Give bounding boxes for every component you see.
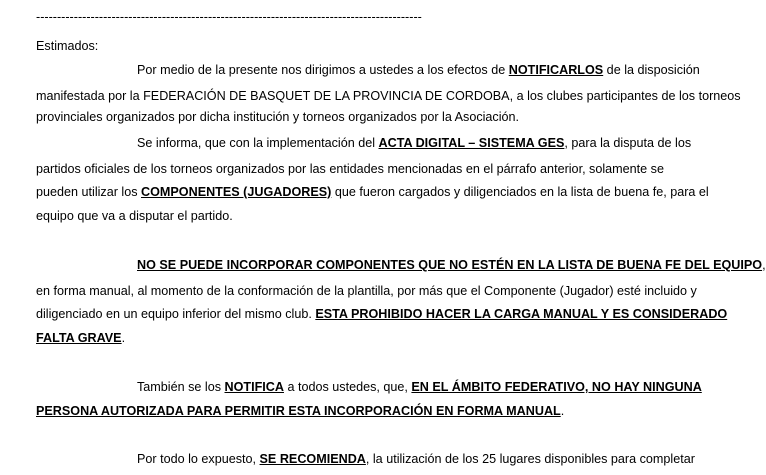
p3-l3-text: diligenciado en un equipo inferior del mismo club. — [36, 307, 316, 321]
p2-line-2: partidos oficiales de los torneos organizados por las entidades mencionadas en el párrafo anterior, solamente se — [36, 162, 664, 176]
p3-line-3 — [36, 305, 727, 323]
p3-line-4 — [36, 329, 125, 347]
separator-line: -------------------------------------------------------------------------------------------- — [36, 10, 422, 24]
p1-notificarlos: NOTIFICARLOS — [508, 63, 604, 77]
p2-line-4: equipo que va a disputar el partido. — [36, 209, 233, 223]
p3-line-1 — [137, 256, 766, 274]
p4-notifica: NOTIFICA — [224, 380, 284, 394]
p4-period: . — [560, 404, 565, 418]
p4-text-mid: a todos ustedes, que, — [283, 380, 412, 394]
p4-line-2 — [36, 402, 564, 420]
p2-l3-text: pueden utilizar los — [36, 185, 142, 199]
p5-line-1 — [137, 450, 695, 468]
p1-line-3: provinciales organizados por dicha institución y torneos organizados por la Asociación. — [36, 110, 520, 124]
p1-line-2: manifestada por la FEDERACIÓN DE BASQUET DE LA PROVINCIA DE CORDOBA, a los clubes participantes de los torneos — [36, 89, 741, 103]
p2-componentes: COMPONENTES (JUGADORES) — [141, 185, 332, 199]
p5-recomienda: SE RECOMIENDA — [259, 452, 366, 466]
p5-text-end: , la utilización de los 25 lugares disponibles para completar — [365, 452, 695, 466]
p2-text-end: , para la disputa de los — [564, 136, 692, 150]
p2-text: Se informa, que con la implementación del — [137, 136, 379, 150]
p1-text: Por medio de la presente nos dirigimos a ustedes a los efectos de — [137, 63, 509, 77]
p3-no-se-puede: NO SE PUEDE INCORPORAR COMPONENTES QUE NO ESTÉN EN LA LISTA DE BUENA FE DEL EQUIPO — [137, 258, 763, 272]
p1-line-1 — [137, 61, 700, 79]
p4-persona: PERSONA AUTORIZADA PARA PERMITIR ESTA INCORPORACIÓN EN FORMA MANUAL — [36, 404, 561, 418]
p2-line-3 — [36, 183, 709, 201]
p3-period: . — [121, 331, 126, 345]
greeting: Estimados: — [36, 39, 99, 53]
p3-line-2: en forma manual, al momento de la conformación de la plantilla, por más que el Componente (Jugador) esté incluido y — [36, 284, 697, 298]
p3-prohibido: ESTA PROHIBIDO HACER LA CARGA MANUAL Y ES CONSIDERADO — [315, 307, 728, 321]
p2-line-1 — [137, 134, 691, 152]
p5-text: Por todo lo expuesto, — [137, 452, 260, 466]
p4-ambito: EN EL ÁMBITO FEDERATIVO, NO HAY NINGUNA — [411, 380, 702, 394]
p2-l3-text-end: que fueron cargados y diligenciados en la lista de buena fe, para el — [331, 185, 709, 199]
p1-text-end: de la disposición — [603, 63, 700, 77]
p2-acta-digital: ACTA DIGITAL – SISTEMA GES — [378, 136, 565, 150]
p4-line-1 — [137, 378, 702, 396]
p3-falta-grave: FALTA GRAVE — [36, 331, 122, 345]
p3-comma: , — [762, 258, 766, 272]
p4-text: También se los — [137, 380, 225, 394]
